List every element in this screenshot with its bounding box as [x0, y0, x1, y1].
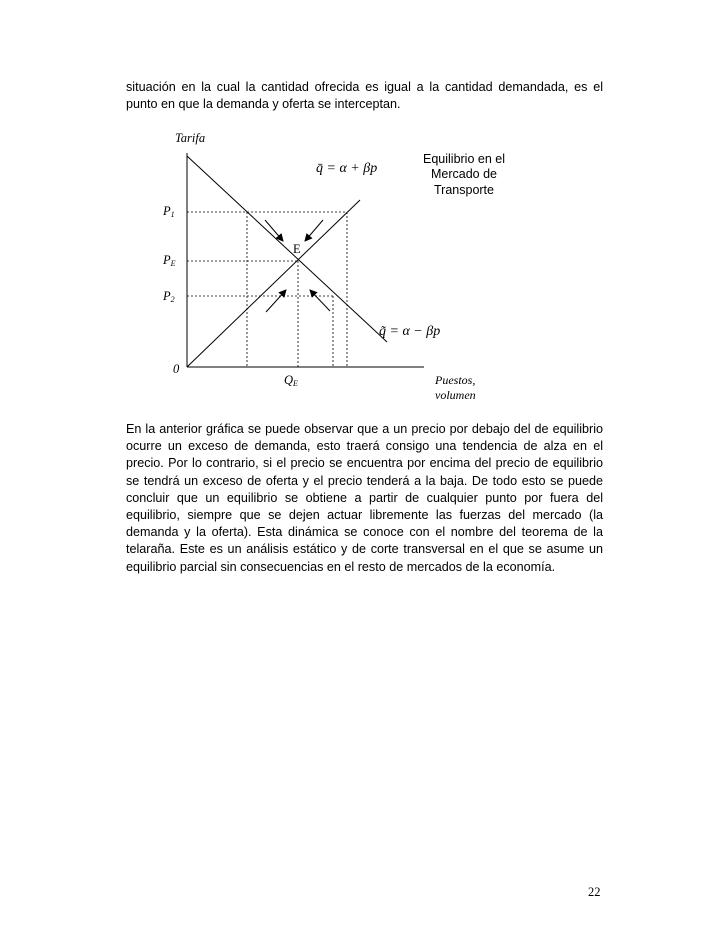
- demand-line: [187, 156, 387, 342]
- figure-title-line2: Mercado de: [430, 167, 498, 181]
- x-axis-label-line2: volumen: [435, 388, 476, 402]
- equilibrium-point-label: E: [293, 242, 301, 256]
- supply-line: [187, 200, 360, 367]
- figure-title-line1: Equilibrio en el: [423, 152, 505, 166]
- p2-label: P2: [163, 289, 175, 304]
- arrow-lower-left: [266, 290, 286, 312]
- pe-label: PE: [163, 253, 176, 268]
- y-axis-label: Tarifa: [175, 131, 206, 145]
- page-number: 22: [588, 885, 601, 899]
- origin-label: 0: [173, 362, 180, 376]
- intro-paragraph: situación en la cual la cantidad ofrecida es igual a la cantidad demandada, es el punto en que la demanda y oferta se interceptan.: [126, 80, 603, 112]
- qe-label: QE: [284, 373, 298, 388]
- supply-equation: q̄ = α + βp: [316, 161, 378, 176]
- main-paragraph: En la anterior gráfica se puede observar que a un precio por debajo del de equilibrio ocurre un exceso de demanda, esto traerá consigo una tendencia de alza en el precio. Por lo contrario, si el precio se encuentra por encima del precio de equilibrio se tendrá un exceso de oferta y el precio tenderá a la baja. De todo esto se puede concluir que un equilibrio se obtiene a partir de cualquier punto por fuera del equilibrio, siempre que se dejen actuar libremente las fuerzas del mercado (la demanda y la oferta). Esta dinámica se conoce con el nombre del teorema de la telaraña. Este es un análisis estático y de corte transversal en el que se asume un equilibrio parcial sin consecuencias en el resto de mercados de la economía.: [126, 422, 603, 574]
- arrow-lower-right: [310, 290, 330, 311]
- p1-label: P1: [163, 204, 175, 219]
- demand-equation: q̃ = α − βp: [379, 324, 441, 339]
- x-axis-label-line1: Puestos,: [435, 373, 476, 387]
- figure-title-line3: Transporte: [434, 183, 494, 197]
